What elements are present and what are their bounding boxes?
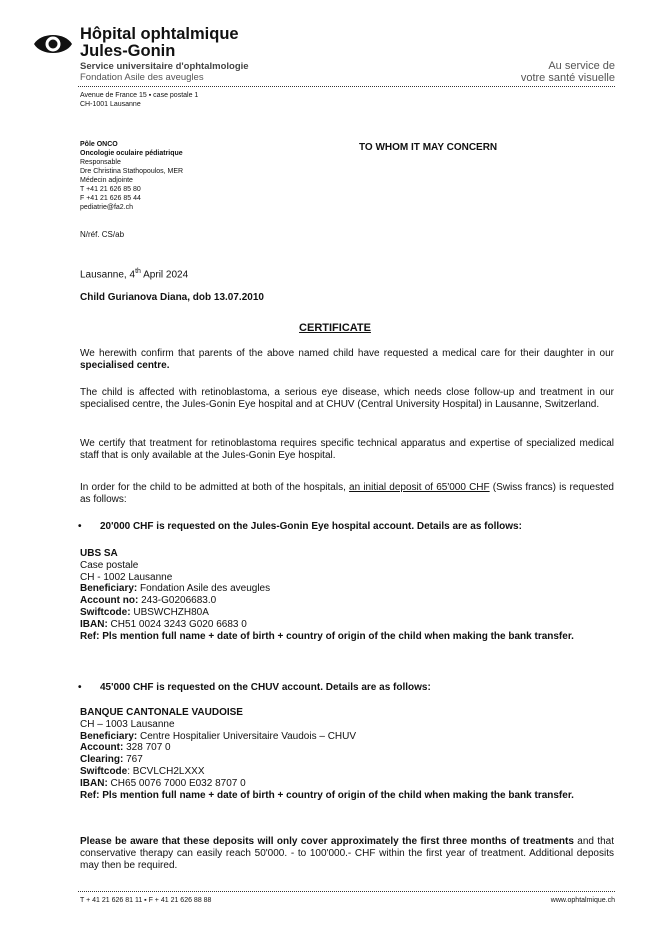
paragraph-diagnosis: The child is affected with retinoblastoma, a serious eye disease, which needs close follow-up and treatment in our specialised centre, the Jules-Gonin Eye hospital and at CHUV (Central University Hospital) in Lausanne, Switzerland. (80, 387, 614, 410)
paragraph-request: We herewith confirm that parents of the above named child have requested a medical care for their daughter in our specialised centre. (80, 348, 614, 371)
bank-name: UBS SA (80, 548, 118, 559)
footer-divider (78, 891, 615, 892)
certificate-title: CERTIFICATE (299, 322, 371, 334)
beneficiary: Beneficiary: Centre Hospitalier Universitaire Vaudois – CHUV (80, 730, 357, 742)
header-divider (78, 86, 615, 87)
recipient-heading: TO WHOM IT MAY CONCERN (359, 142, 498, 153)
footer-phone: T + 41 21 626 81 11 ▪ F + 41 21 626 88 88 (80, 897, 212, 904)
reference: N/réf. CS/ab (80, 230, 125, 239)
hospital-service: Service universitaire d'ophtalmologie (80, 61, 249, 72)
bullet-icon: • (78, 682, 82, 693)
bullet-icon: • (78, 521, 82, 532)
sender-email[interactable]: pediatrie@fa2.ch (80, 204, 134, 211)
clearing-number: Clearing: 767 (80, 754, 143, 766)
transfer-reference: Ref: Pls mention full name + date of birth + country of origin of the child when making the bank transfer. (80, 630, 574, 642)
account-number: Account: 328 707 0 (80, 742, 171, 754)
child-identification: Child Gurianova Diana, dob 13.07.2010 (80, 292, 264, 303)
letter-date: Lausanne, 4th April 2024 (80, 268, 189, 281)
iban: IBAN: CH65 0076 7000 E032 8707 0 (80, 777, 246, 789)
iban: IBAN: CH51 0024 3243 G020 6683 0 (80, 618, 247, 630)
sender-block: Pôle ONCO Oncologie oculaire pédiatrique Responsable Dre Christina Stathopoulos, MER Médecin adjointe T +41 21 626 85 80 F +41 21 626 85 44 pediatrie@fa2.ch (80, 141, 184, 211)
eye-logo-icon (33, 30, 73, 58)
hospital-name: Hôpital ophtalmique Jules-Gonin (80, 25, 239, 60)
beneficiary: Beneficiary: Fondation Asile des aveugles (80, 583, 271, 595)
footer-website[interactable]: www.ophtalmique.ch (550, 897, 615, 904)
transfer-reference: Ref: Pls mention full name + date of birth + country of origin of the child when making the bank transfer. (80, 789, 574, 801)
paragraph-closing: Please be aware that these deposits will only cover approximately the first three months of treatments and that conservative therapy can easily reach 50'000. - to 100'000.- CHF within the first year of treatment. Additional deposits may then be required. (80, 836, 614, 871)
swift-code: Swiftcode: UBSWCHZH80A (80, 606, 209, 618)
bank-details-bcv: BANQUE CANTONALE VAUDOISE CH – 1003 Lausanne Beneficiary: Centre Hospitalier Universitaire Vaudois – CHUV Account: 328 707 0 Clearing: 767 Swiftcode: BCVLCH2LXXX IBAN: CH65 0076 7000 E032 8707 0 Ref: Pls mention full name + date of birth + country of origin of the child when making the bank transfer. (80, 707, 614, 801)
tagline: Au service de votre santé visuelle (520, 60, 615, 84)
bank-details-ubs: UBS SA Case postale CH - 1002 Lausanne Beneficiary: Fondation Asile des aveugles Account no: 243-G0206683.0 Swiftcode: UBSWCHZH80A IBAN: CH51 0024 3243 G020 6683 0 Ref: Pls mention full name + date of birth + country of origin of the child when making the bank transfer. (80, 548, 614, 642)
paragraph-certification: We certify that treatment for retinoblastoma requires specific technical apparatus and expertise of specialized medical staff that is only available at the Jules-Gonin Eye hospital. (80, 438, 614, 461)
paragraph-deposit: In order for the child to be admitted at both of the hospitals, an initial deposit of 65'000 CHF (Swiss francs) is requested as follows: (80, 482, 614, 505)
swift-code: Swiftcode: BCVLCH2LXXX (80, 765, 205, 777)
bank-name: BANQUE CANTONALE VAUDOISE (80, 707, 243, 718)
account-number: Account no: 243-G0206683.0 (80, 595, 217, 607)
hospital-foundation: Fondation Asile des aveugles (80, 72, 204, 83)
hospital-address: Avenue de France 15 ▪ case postale 1 CH-1001 Lausanne (80, 92, 199, 108)
